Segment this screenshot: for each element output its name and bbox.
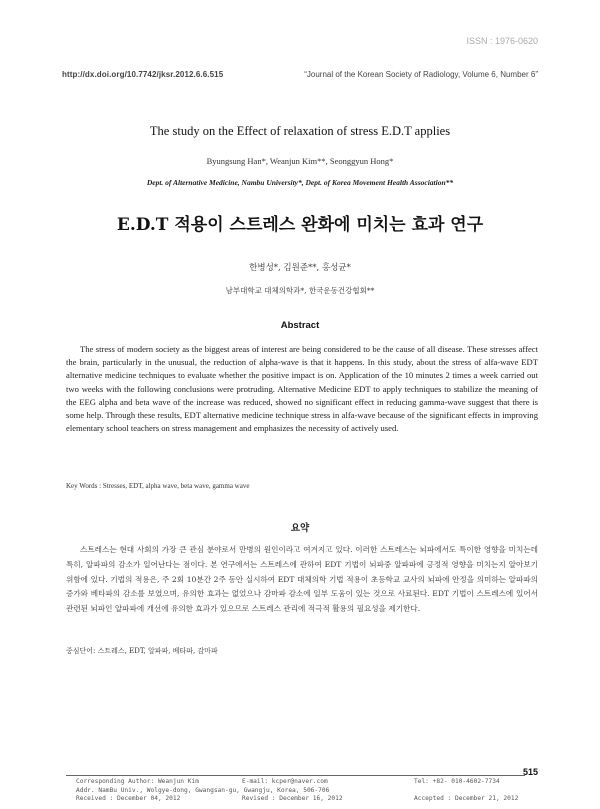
telephone: Tel: +82- 010-4602-7734	[414, 778, 500, 785]
korean-abstract-body: 스트레스는 현대 사회의 가장 큰 관심 분야로서 만병의 원인이라고 여겨지고 있다. 이러한 스트레스는 뇌파에서도 특이한 영향을 미치는데 특히, 알파파의 감소가 일어난다는 점이다. 본 연구에서는 스트레스에 관하여 EDT 기법이 뇌파중 알파파에 긍정적 영향을 미치는지 알아보기 위함에 있다. 기법의 적용은, 주 2회 10분간 2주 동안 실시하여 EDT 대체의학 기법 적용이 초등학교 교사의 뇌파에 안정을 의미하는 알파파의 증가와 베타파의 감소를 보였으며, 유의한 효과는 없었으나 감마파 감소에 일부 도움이 있는 것으로 사료된다. EDT 기법이 스트레스에 있어서 관련된 뇌파인 알파파에 개선에 유의한 효과가 있으므로 스트레스 관리에 적극적 활용의 필요성을 제기한다.	[66, 545, 538, 614]
doi-link[interactable]: http://dx.doi.org/10.7742/jksr.2012.6.6.515	[62, 70, 224, 79]
accepted-date: Accepted : December 21, 2012	[414, 795, 519, 803]
journal-citation: “Journal of the Korean Society of Radiology, Volume 6, Number 6”	[304, 70, 538, 79]
footer-row	[66, 787, 525, 796]
korean-keywords: 중심단어: 스트레스, EDT, 알파파, 베타파, 감마파	[66, 647, 218, 655]
author-list: Byungsung Han*, Weanjun Kim**, Seonggyun Hong*	[206, 156, 394, 166]
revised-date: Revised : December 16, 2012	[242, 795, 343, 803]
email[interactable]: E-mail: kcper@naver.com	[242, 778, 328, 785]
footer-row	[66, 778, 525, 787]
abstract-body: The stress of modern society as the biggest areas of interest are being considered to be the cause of all disease. These stresses affect the brain, particularly in the unusual, the reduction of alpha-wave is that it happens. In this study, about the stress of alfa-wave EDT alternative medicine techniques to evaluate whether the positive impact is on. Application of the 10 minutes 2 times a week carried out two weeks with the following conclusions were protruding. Alternative Medicine EDT to apply techniques to stabilize the meaning of the EEG alpha and beta wave of the increase was reduced, showed no significant effect in reducing gamma-wave suggest that there is some help. Through these results, EDT alternative medicine technique stress in alfa-wave because of the significant effects in improving elementary school teachers on stress management and emphasizes the necessity of actively used.	[66, 344, 538, 434]
footer-row	[66, 795, 525, 804]
corresponding-author: Corresponding Author: Weanjun Kim	[76, 778, 199, 785]
running-header	[62, 70, 538, 82]
korean-author-list: 한병성*, 김원준**, 홍성균*	[249, 263, 351, 273]
received-date: Received : December 04, 2012	[76, 795, 181, 803]
address: Addr. NamBu Univ., Wolgye-dong, Gwangsan-gu, Gwangju, Korea, 506-706	[76, 786, 330, 794]
abstract-heading: Abstract	[280, 320, 320, 331]
paper-title: The study on the Effect of relaxation of stress E.D.T applies	[149, 124, 451, 138]
page-number: 515	[522, 767, 538, 777]
issn-label: ISSN : 1976-0620	[466, 36, 538, 46]
korean-affiliation: 남부대학교 대체의학과*, 한국운동건강협회**	[225, 286, 375, 295]
affiliation: Dept. of Alternative Medicine, Nambu University*, Dept. of Korea Movement Health Association**	[146, 178, 454, 187]
korean-abstract-heading: 요약	[290, 523, 310, 534]
korean-title: E.D.T 적용이 스트레스 완화에 미치는 효과 연구	[116, 215, 484, 235]
keywords: Key Words : Stresses, EDT, alpha wave, beta wave, gamma wave	[66, 482, 250, 490]
correspondence-footer	[66, 775, 525, 804]
